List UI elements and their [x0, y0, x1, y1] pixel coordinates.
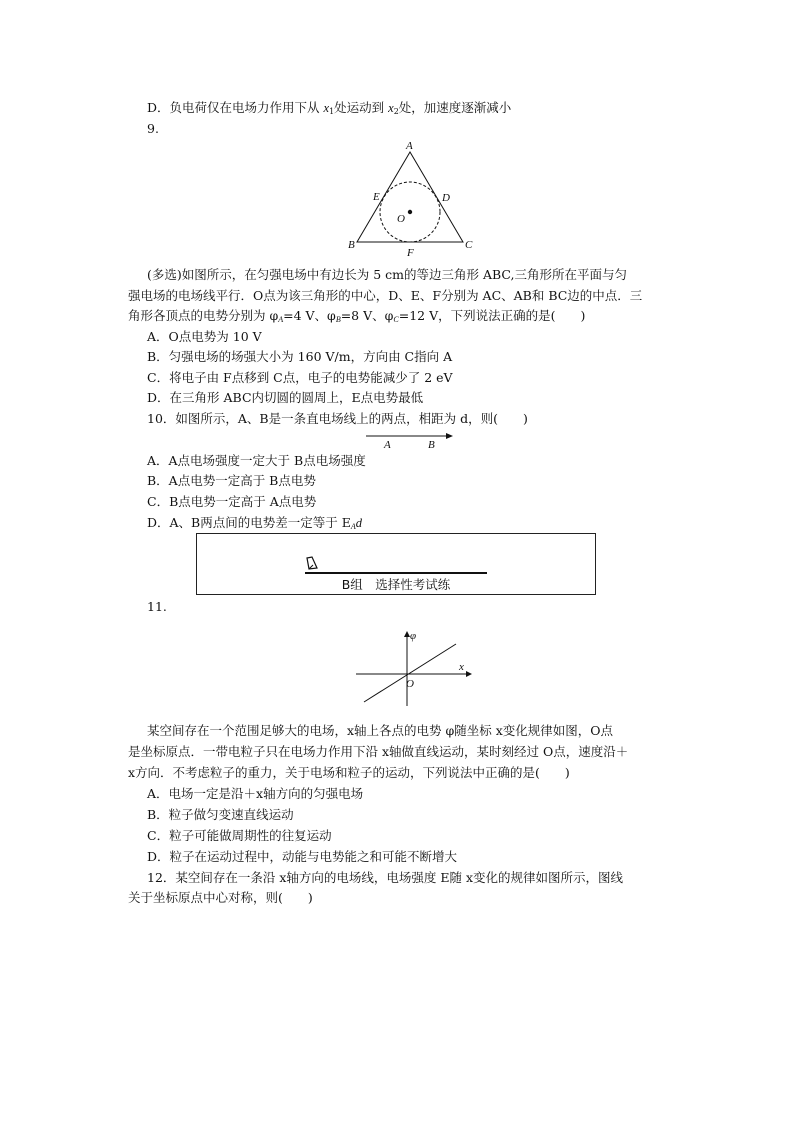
q10-stem: 10．如图所示，A、B是一条直电场线上的两点，相距为 d，则( ) [147, 411, 528, 426]
label-o: O [397, 213, 405, 225]
q12-stem-line2: 关于坐标原点中心对称，则( ) [128, 890, 313, 905]
label-d: D [442, 192, 450, 204]
potential-graph [352, 630, 476, 710]
q11-stem-line3: x方向．不考虑粒子的重力，关于电场和粒子的运动，下列说法中正确的是( ) [128, 765, 570, 780]
center-dot [408, 210, 412, 214]
y-axis-label: φ [410, 630, 417, 642]
q10-option-d: D．A、B两点间的电势差一定等于 $E_Ad$ [147, 515, 362, 531]
q9-stem-line2: 强电场的电场线平行．O点为该三角形的中心，D、E、F分别为 AC、AB和 BC边的中点．三 [128, 288, 643, 303]
section-title: B组 选择性考试练 [341, 577, 451, 592]
label-e: E [373, 191, 380, 203]
field-line-arrow [446, 433, 453, 439]
q9-stem-line1: (多选)如图所示，在匀强电场中有边长为 5 cm的等边三角形 ABC,三角形所在平面与匀 [147, 267, 628, 282]
triangle-figure [340, 140, 480, 260]
q9-number: 9. [147, 121, 159, 136]
q11-option-d: D．粒子在运动过程中，动能与电势能之和可能不断增大 [147, 849, 458, 864]
q9-option-a: A．O点电势为 10 V [147, 329, 262, 344]
q11-stem-line1: 某空间存在一个范围足够大的电场，x轴上各点的电势 φ随坐标 x变化规律如图，O点 [147, 723, 614, 738]
q9-option-c: C．将电子由 F点移到 C点，电子的电势能减少了 2 eV [147, 370, 453, 385]
origin-label: O [406, 678, 414, 690]
label-c: C [465, 239, 473, 251]
label-point-a: A [384, 439, 391, 451]
label-f: F [407, 247, 414, 259]
q10-option-c: C．B点电势一定高于 A点电势 [147, 494, 317, 509]
q11-number: 11. [147, 599, 167, 614]
q9-option-b: B．匀强电场的场强大小为 160 V/m，方向由 C指向 A [147, 349, 453, 364]
field-line-figure [364, 428, 454, 450]
label-a: A [406, 140, 413, 152]
q11-stem-line2: 是坐标原点．一带电粒子只在电场力作用下沿 x轴做直线运动，某时刻经过 O点，速度沿＋ [128, 744, 629, 759]
potential-line [364, 644, 456, 702]
q9-stem-line3: 角形各顶点的电势分别为 $\varphi_A=4$ V、$\varphi_B=8$ V、$\varphi_C=12$ V，下列说法正确的是( ) [128, 308, 586, 324]
section-banner [196, 533, 596, 595]
x-axis-label: x [459, 661, 464, 673]
q12-stem-line1: 12．某空间存在一条沿 x轴方向的电场线，电场强度 E随 x变化的规律如图所示，图线 [147, 870, 624, 885]
x-axis-arrow [466, 671, 472, 677]
q11-option-b: B．粒子做匀变速直线运动 [147, 807, 294, 822]
q11-option-c: C．粒子可能做周期性的往复运动 [147, 828, 332, 843]
q10-option-a: A．A点电场强度一定大于 B点电场强度 [147, 453, 366, 468]
pencil-logo-icon [305, 556, 319, 572]
section-rule [305, 572, 487, 574]
label-point-b: B [428, 439, 435, 451]
q9-option-d: D．在三角形 ABC内切圆的圆周上，E点电势最低 [147, 390, 424, 405]
q10-option-b: B．A点电势一定高于 B点电势 [147, 473, 316, 488]
q8-option-d: D．负电荷仅在电场力作用下从 $x_1$处运动到 $x_2$处，加速度逐渐减小 [147, 100, 512, 116]
q11-option-a: A．电场一定是沿＋x轴方向的匀强电场 [147, 786, 364, 801]
label-b: B [348, 239, 355, 251]
